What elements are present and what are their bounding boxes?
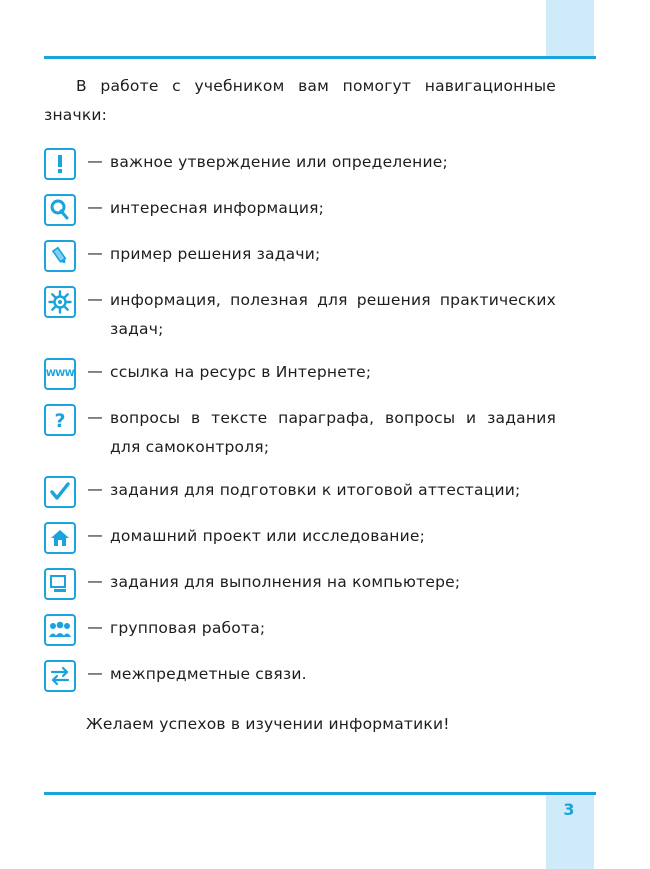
header-rule	[44, 56, 596, 59]
pencil-icon	[44, 240, 76, 272]
svg-text:?: ?	[54, 410, 66, 431]
page-number: 3	[563, 800, 575, 819]
list-item	[44, 658, 556, 692]
group-people-icon	[44, 614, 76, 646]
www-icon	[44, 358, 76, 390]
legend-text: интересная информация;	[110, 199, 325, 217]
list-item	[44, 520, 556, 554]
house-icon	[44, 522, 76, 554]
dash: —	[87, 526, 103, 544]
icon-cell	[44, 566, 80, 600]
dash: —	[87, 408, 103, 426]
list-item	[44, 192, 556, 226]
checkmark-icon	[44, 476, 76, 508]
list-item	[44, 146, 556, 180]
icon-cell	[44, 238, 80, 272]
dash: —	[87, 198, 103, 216]
list-item	[44, 284, 556, 344]
list-item	[44, 612, 556, 646]
page-content	[44, 72, 556, 755]
question-mark-icon	[44, 404, 76, 436]
dash: —	[87, 290, 103, 308]
dash: —	[87, 572, 103, 590]
magnifier-icon	[44, 194, 76, 226]
legend-text: групповая работа;	[110, 619, 266, 637]
dash: —	[87, 480, 103, 498]
icon-cell	[44, 146, 80, 180]
footer-rule	[44, 792, 596, 795]
legend-text: задания для выполнения на компьютере;	[110, 573, 461, 591]
icon-cell	[44, 474, 80, 508]
two-arrows-icon	[44, 660, 76, 692]
legend-text: ссылка на ресурс в Интернете;	[110, 363, 372, 381]
closing-paragraph: Желаем успехов в изучении информатики!	[86, 715, 450, 733]
legend-text: домашний проект или исследование;	[110, 527, 426, 545]
www-glyph: WWW	[45, 369, 75, 379]
list-item	[44, 238, 556, 272]
legend-text: важное утверждение или определение;	[110, 153, 448, 171]
icon-cell	[44, 612, 80, 646]
legend-text: вопросы в тексте параграфа, вопросы и задания для самоконтроля;	[110, 409, 556, 456]
legend-text: пример решения задачи;	[110, 245, 321, 263]
list-item	[44, 474, 556, 508]
icon-cell	[44, 356, 80, 390]
dash: —	[87, 362, 103, 380]
dash: —	[87, 244, 103, 262]
decorative-edge-bar-top	[546, 0, 594, 58]
icon-cell	[44, 192, 80, 226]
icon-cell	[44, 520, 80, 554]
legend-text: межпредметные связи.	[110, 665, 307, 683]
ship-wheel-icon	[44, 286, 76, 318]
dash: —	[87, 618, 103, 636]
intro-paragraph: В работе с учебником вам помогут навигационные значки:	[44, 77, 556, 124]
icon-cell	[44, 658, 80, 692]
computer-icon	[44, 568, 76, 600]
dash: —	[87, 152, 103, 170]
icon-cell	[44, 402, 80, 436]
exclamation-mark-icon	[44, 148, 76, 180]
dash: —	[87, 664, 103, 682]
legend-list	[44, 146, 556, 692]
legend-text: информация, полезная для решения практических задач;	[110, 291, 556, 338]
list-item	[44, 402, 556, 462]
legend-text: задания для подготовки к итоговой аттестации;	[110, 481, 521, 499]
icon-cell	[44, 284, 80, 318]
list-item	[44, 356, 556, 390]
list-item	[44, 566, 556, 600]
